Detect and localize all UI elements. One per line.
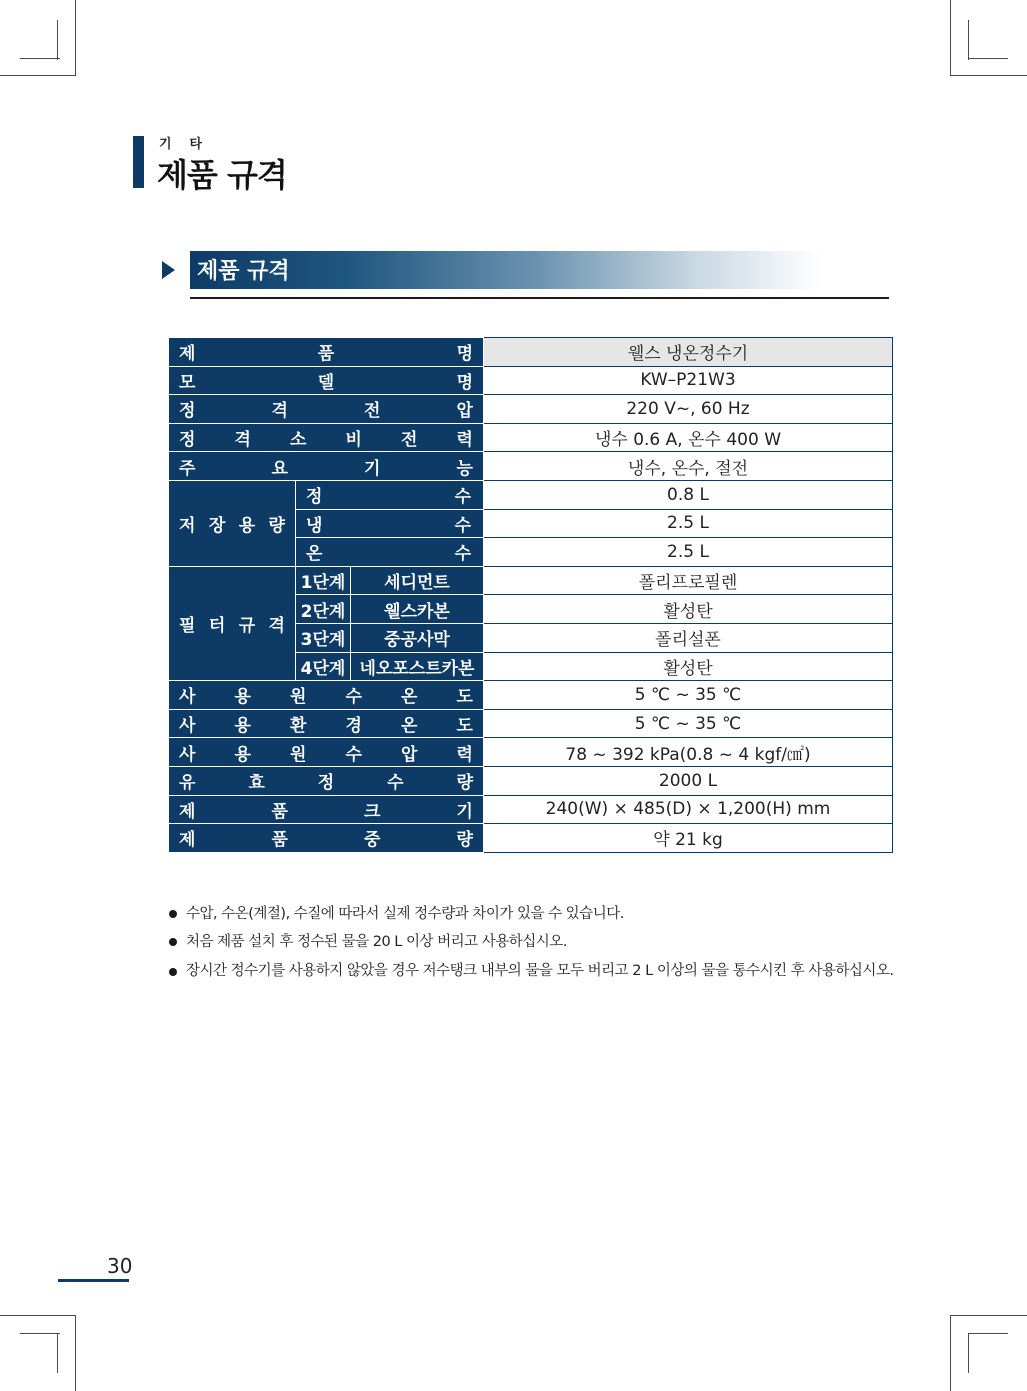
crop-mark [57, 1333, 58, 1373]
row-label: 사 용 환 경 온 도 [169, 709, 484, 738]
list-item: 장시간 정수기를 사용하지 않았을 경우 저수탱크 내부의 물을 모두 버리고 2 L 이상의 물을 통수시킨 후 사용하십시오. [166, 958, 906, 984]
table-row [169, 452, 893, 481]
row-value: 0.8 L [484, 480, 893, 509]
filter-name: 세디먼트 [351, 566, 484, 595]
row-label: 정 격 전 압 [169, 395, 484, 424]
bullet-icon [169, 968, 177, 976]
crop-mark [968, 1333, 1008, 1334]
filter-stage: 2단계 [296, 595, 351, 624]
row-label: 제 품 크 기 [169, 795, 484, 824]
row-label: 유 효 정 수 량 [169, 766, 484, 795]
page-number-rule [58, 1279, 129, 1282]
row-label: 사 용 원 수 압 력 [169, 738, 484, 767]
filter-stage: 4단계 [296, 652, 351, 681]
crop-mark [20, 58, 60, 59]
crop-mark [0, 1315, 76, 1316]
row-value: 5 ℃ ~ 35 ℃ [484, 681, 893, 710]
spec-table [168, 337, 893, 853]
crop-mark [968, 1333, 969, 1373]
row-value: 2.5 L [484, 509, 893, 538]
crop-mark [0, 75, 76, 76]
list-item: 처음 제품 설치 후 정수된 물을 20 L 이상 버리고 사용하십시오. [166, 928, 906, 956]
crop-mark [968, 58, 1008, 59]
crop-mark [57, 20, 58, 60]
notes-list [166, 900, 906, 984]
row-value: 냉수, 온수, 절전 [484, 452, 893, 481]
row-value: 78 ~ 392 kPa(0.8 ~ 4 kgf/㎠) [484, 738, 893, 767]
table-row [169, 766, 893, 795]
row-value: 폴리프로필렌 [484, 566, 893, 595]
page-title: 제품 규격 [157, 156, 287, 194]
table-row [169, 795, 893, 824]
filter-name: 네오포스트카본 [351, 652, 484, 681]
list-item: 수압, 수온(계절), 수질에 따라서 실제 정수량과 차이가 있을 수 있습니다. [166, 900, 906, 928]
table-row [169, 738, 893, 767]
table-row [169, 824, 893, 853]
row-label: 제 품 명 [169, 338, 484, 367]
crop-mark [950, 1315, 951, 1391]
table-row [169, 566, 893, 595]
subsection-rule [190, 297, 889, 299]
row-value: 2000 L [484, 766, 893, 795]
row-value: 5 ℃ ~ 35 ℃ [484, 709, 893, 738]
crop-mark [20, 1333, 60, 1334]
row-value: 폴리설폰 [484, 623, 893, 652]
sub-label: 냉 수 [296, 509, 484, 538]
row-value: KW–P21W3 [484, 366, 893, 395]
crop-mark [950, 75, 1027, 76]
table-row [169, 395, 893, 424]
section-label: 기타 [159, 137, 221, 152]
filter-stage: 1단계 [296, 566, 351, 595]
table-row [169, 366, 893, 395]
table-row [169, 480, 893, 509]
row-label: 주 요 기 능 [169, 452, 484, 481]
filter-stage: 3단계 [296, 623, 351, 652]
row-label: 저 장 용 량 [169, 480, 296, 566]
filter-name: 웰스카본 [351, 595, 484, 624]
crop-mark [75, 0, 76, 76]
row-label: 필 터 규 격 [169, 566, 296, 680]
filter-name: 중공사막 [351, 623, 484, 652]
table-row [169, 681, 893, 710]
crop-mark [75, 1315, 76, 1391]
table-row [169, 338, 893, 367]
sub-label: 온 수 [296, 538, 484, 567]
row-value: 활성탄 [484, 595, 893, 624]
row-value: 2.5 L [484, 538, 893, 567]
row-label: 사 용 원 수 온 도 [169, 681, 484, 710]
crop-mark [950, 0, 951, 76]
page-number: 30 [107, 1254, 133, 1278]
row-value: 냉수 0.6 A, 온수 400 W [484, 423, 893, 452]
row-value: 220 V~, 60 Hz [484, 395, 893, 424]
row-value: 활성탄 [484, 652, 893, 681]
crop-mark [968, 20, 969, 60]
triangle-right-icon [162, 261, 175, 279]
row-label: 정 격 소 비 전 력 [169, 423, 484, 452]
bullet-icon [169, 910, 177, 918]
sub-label: 정 수 [296, 480, 484, 509]
subsection-title: 제품 규격 [197, 259, 290, 284]
bullet-icon [169, 938, 177, 946]
crop-mark [950, 1315, 1027, 1316]
row-label: 모 델 명 [169, 366, 484, 395]
section-marker [133, 136, 144, 188]
row-value: 약 21 kg [484, 824, 893, 853]
row-value: 240(W) × 485(D) × 1,200(H) mm [484, 795, 893, 824]
row-value: 웰스 냉온정수기 [484, 338, 893, 367]
table-row [169, 709, 893, 738]
row-label: 제 품 중 량 [169, 824, 484, 853]
table-row [169, 423, 893, 452]
